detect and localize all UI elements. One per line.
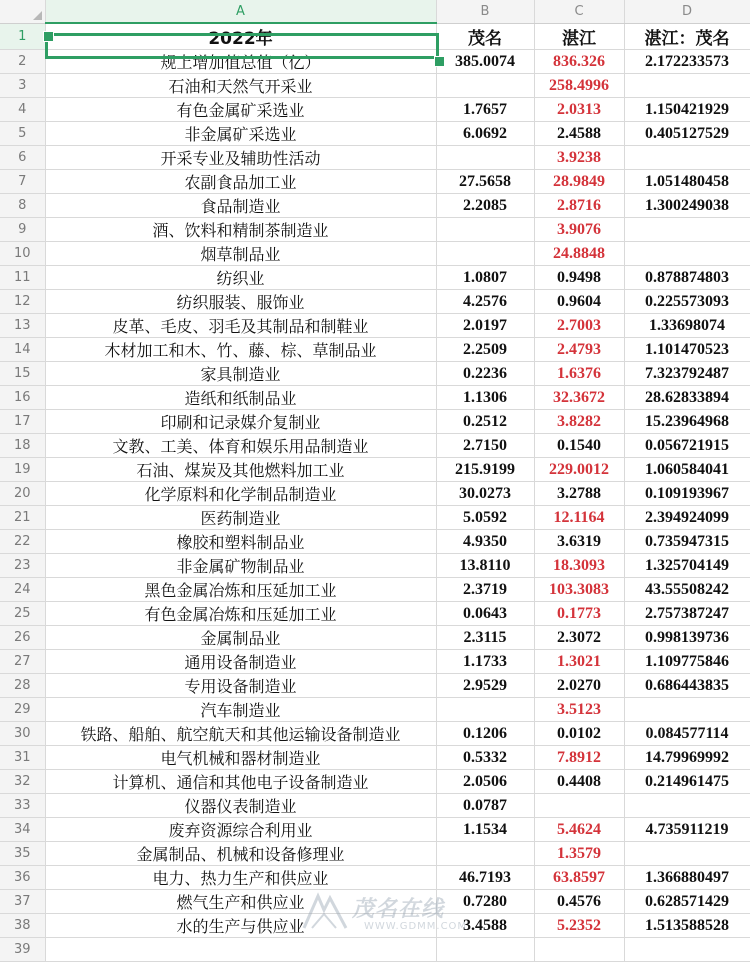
cell-c[interactable]: 0.4576 — [534, 890, 624, 914]
cell-b[interactable]: 13.8110 — [436, 554, 534, 578]
column-header-c[interactable]: C — [534, 0, 624, 23]
cell-b[interactable]: 0.2512 — [436, 410, 534, 434]
cell-a[interactable]: 燃气生产和供应业 — [45, 890, 436, 914]
cell-b[interactable]: 3.4588 — [436, 914, 534, 938]
watermark-logo-icon — [300, 888, 350, 934]
cell-a[interactable]: 计算机、通信和其他电子设备制造业 — [45, 770, 436, 794]
cell-a[interactable]: 通用设备制造业 — [45, 650, 436, 674]
cell-b[interactable] — [436, 146, 534, 170]
column-header-a[interactable]: A — [45, 0, 436, 23]
row-number[interactable]: 34 — [0, 818, 45, 842]
table-row — [0, 794, 750, 818]
table-row — [0, 50, 750, 74]
cell-a[interactable]: 化学原料和化学制品制造业 — [45, 482, 436, 506]
cell-a[interactable]: 开采专业及辅助性活动 — [45, 146, 436, 170]
cell-a[interactable]: 橡胶和塑料制品业 — [45, 530, 436, 554]
cell-c[interactable]: 5.2352 — [534, 914, 624, 938]
cell-c[interactable]: 32.3672 — [534, 386, 624, 410]
cell-b[interactable]: 2.7150 — [436, 434, 534, 458]
row-number[interactable]: 17 — [0, 410, 45, 434]
row-number[interactable]: 30 — [0, 722, 45, 746]
row-number[interactable]: 20 — [0, 482, 45, 506]
row-number[interactable]: 32 — [0, 770, 45, 794]
cell-d[interactable]: 1.150421929 — [624, 98, 750, 122]
cell-a[interactable]: 石油和天然气开采业 — [45, 74, 436, 98]
cell-c[interactable]: 0.1773 — [534, 602, 624, 626]
cell-d[interactable]: 14.79969992 — [624, 746, 750, 770]
table-row — [0, 242, 750, 266]
row-number[interactable]: 24 — [0, 578, 45, 602]
cell-c[interactable]: 2.8716 — [534, 194, 624, 218]
table-row — [0, 554, 750, 578]
cell-b[interactable]: 215.9199 — [436, 458, 534, 482]
cell-a[interactable]: 规上增加值总值（亿） — [45, 50, 436, 74]
cell-c[interactable]: 3.9076 — [534, 218, 624, 242]
cell-d[interactable]: 0.084577114 — [624, 722, 750, 746]
cell-a[interactable]: 皮革、毛皮、羽毛及其制品和制鞋业 — [45, 314, 436, 338]
row-number[interactable]: 2 — [0, 50, 45, 74]
cell-d[interactable]: 0.628571429 — [624, 890, 750, 914]
cell-b[interactable] — [436, 74, 534, 98]
row-number[interactable]: 6 — [0, 146, 45, 170]
cell-c[interactable]: 1.3579 — [534, 842, 624, 866]
table-row — [0, 482, 750, 506]
cell-d[interactable]: 1.300249038 — [624, 194, 750, 218]
row-number[interactable]: 11 — [0, 266, 45, 290]
table-row — [0, 23, 750, 50]
cell-b[interactable]: 6.0692 — [436, 122, 534, 146]
cell-a[interactable]: 烟草制品业 — [45, 242, 436, 266]
cell-a[interactable]: 纺织业 — [45, 266, 436, 290]
cell-a[interactable]: 木材加工和木、竹、藤、棕、草制品业 — [45, 338, 436, 362]
cell-c[interactable]: 0.9498 — [534, 266, 624, 290]
cell-b[interactable]: 2.0197 — [436, 314, 534, 338]
cell-c[interactable]: 1.6376 — [534, 362, 624, 386]
cell-b[interactable]: 4.9350 — [436, 530, 534, 554]
cell-d[interactable]: 湛江：茂名 — [624, 23, 750, 50]
row-number[interactable]: 14 — [0, 338, 45, 362]
table-row — [0, 602, 750, 626]
watermark — [300, 888, 490, 940]
cell-d[interactable]: 1.060584041 — [624, 458, 750, 482]
cell-d[interactable] — [624, 146, 750, 170]
row-number[interactable]: 27 — [0, 650, 45, 674]
cell-c[interactable]: 24.8848 — [534, 242, 624, 266]
row-number[interactable]: 4 — [0, 98, 45, 122]
cell-d[interactable]: 0.735947315 — [624, 530, 750, 554]
cell-c[interactable]: 0.9604 — [534, 290, 624, 314]
cell-d[interactable]: 0.225573093 — [624, 290, 750, 314]
cell-c[interactable]: 18.3093 — [534, 554, 624, 578]
cell-a[interactable]: 金属制品业 — [45, 626, 436, 650]
cell-a[interactable]: 非金属矿物制品业 — [45, 554, 436, 578]
cell-a[interactable]: 黑色金属冶炼和压延加工业 — [45, 578, 436, 602]
cell-a[interactable]: 金属制品、机械和设备修理业 — [45, 842, 436, 866]
table-row — [0, 434, 750, 458]
cell-a[interactable]: 食品制造业 — [45, 194, 436, 218]
cell-b[interactable]: 0.5332 — [436, 746, 534, 770]
table-row — [0, 578, 750, 602]
table-row — [0, 938, 750, 962]
row-number[interactable]: 19 — [0, 458, 45, 482]
watermark-url: WWW.GDMM.COM — [364, 921, 468, 932]
cell-c[interactable]: 0.4408 — [534, 770, 624, 794]
cell-b[interactable]: 27.5658 — [436, 170, 534, 194]
cell-c[interactable]: 63.8597 — [534, 866, 624, 890]
cell-d[interactable]: 0.214961475 — [624, 770, 750, 794]
cell-a[interactable]: 纺织服装、服饰业 — [45, 290, 436, 314]
row-number[interactable]: 37 — [0, 890, 45, 914]
cell-c[interactable]: 2.4588 — [534, 122, 624, 146]
table-row — [0, 98, 750, 122]
table-row — [0, 74, 750, 98]
cell-b[interactable]: 30.0273 — [436, 482, 534, 506]
selection-corner-handle[interactable] — [43, 31, 54, 42]
cell-b[interactable]: 4.2576 — [436, 290, 534, 314]
cell-c[interactable]: 3.6319 — [534, 530, 624, 554]
table-row — [0, 362, 750, 386]
cell-b[interactable]: 0.2236 — [436, 362, 534, 386]
row-number[interactable]: 3 — [0, 74, 45, 98]
table-row — [0, 458, 750, 482]
row-number[interactable]: 23 — [0, 554, 45, 578]
row-number[interactable]: 38 — [0, 914, 45, 938]
table-row — [0, 266, 750, 290]
cell-c[interactable] — [534, 938, 624, 962]
watermark-text: 茂名在线 — [352, 897, 445, 922]
cell-d[interactable] — [624, 938, 750, 962]
cell-d[interactable]: 1.366880497 — [624, 866, 750, 890]
cell-b[interactable]: 1.1306 — [436, 386, 534, 410]
cell-d[interactable]: 0.109193967 — [624, 482, 750, 506]
table-row — [0, 218, 750, 242]
table-row — [0, 746, 750, 770]
cell-d[interactable]: 7.323792487 — [624, 362, 750, 386]
cell-b[interactable]: 茂名 — [436, 23, 534, 50]
cell-a[interactable]: 酒、饮料和精制茶制造业 — [45, 218, 436, 242]
cell-c[interactable] — [534, 794, 624, 818]
cell-c[interactable]: 28.9849 — [534, 170, 624, 194]
cell-c[interactable]: 1.3021 — [534, 650, 624, 674]
cell-a[interactable]: 家具制造业 — [45, 362, 436, 386]
cell-d[interactable] — [624, 794, 750, 818]
cell-b[interactable] — [436, 938, 534, 962]
cell-c[interactable]: 2.3072 — [534, 626, 624, 650]
cell-d[interactable]: 15.23964968 — [624, 410, 750, 434]
cell-d[interactable]: 1.33698074 — [624, 314, 750, 338]
cell-c[interactable]: 2.0313 — [534, 98, 624, 122]
cell-d[interactable]: 2.757387247 — [624, 602, 750, 626]
cell-c[interactable]: 3.9238 — [534, 146, 624, 170]
table-row — [0, 410, 750, 434]
cell-c[interactable]: 12.1164 — [534, 506, 624, 530]
row-number[interactable]: 25 — [0, 602, 45, 626]
table-row — [0, 194, 750, 218]
cell-b[interactable]: 5.0592 — [436, 506, 534, 530]
cell-b[interactable]: 2.0506 — [436, 770, 534, 794]
cell-d[interactable]: 1.513588528 — [624, 914, 750, 938]
row-number[interactable]: 22 — [0, 530, 45, 554]
row-number[interactable]: 36 — [0, 866, 45, 890]
row-number[interactable]: 5 — [0, 122, 45, 146]
cell-a[interactable]: 铁路、船舶、航空航天和其他运输设备制造业 — [45, 722, 436, 746]
cell-d[interactable] — [624, 242, 750, 266]
table-row — [0, 146, 750, 170]
cell-a[interactable]: 有色金属矿采选业 — [45, 98, 436, 122]
cell-d[interactable]: 0.056721915 — [624, 434, 750, 458]
select-all-triangle-icon — [33, 11, 42, 20]
table-row — [0, 698, 750, 722]
cell-d[interactable]: 0.878874803 — [624, 266, 750, 290]
cell-b[interactable] — [436, 218, 534, 242]
table-row — [0, 674, 750, 698]
cell-a[interactable]: 水的生产与供应业 — [45, 914, 436, 938]
cell-a[interactable]: 非金属矿采选业 — [45, 122, 436, 146]
cell-d[interactable]: 4.735911219 — [624, 818, 750, 842]
table-row — [0, 170, 750, 194]
cell-c[interactable]: 103.3083 — [534, 578, 624, 602]
table-row — [0, 338, 750, 362]
cell-d[interactable]: 0.686443835 — [624, 674, 750, 698]
column-header-b[interactable]: B — [436, 0, 534, 23]
cell-b[interactable]: 0.7280 — [436, 890, 534, 914]
row-number[interactable]: 13 — [0, 314, 45, 338]
row-number[interactable]: 10 — [0, 242, 45, 266]
row-number[interactable]: 7 — [0, 170, 45, 194]
cell-a[interactable]: 废弃资源综合利用业 — [45, 818, 436, 842]
cell-d[interactable] — [624, 218, 750, 242]
cell-d[interactable]: 0.405127529 — [624, 122, 750, 146]
cell-b[interactable] — [436, 842, 534, 866]
row-number[interactable]: 26 — [0, 626, 45, 650]
row-number[interactable]: 18 — [0, 434, 45, 458]
cell-c[interactable]: 229.0012 — [534, 458, 624, 482]
cell-c[interactable]: 3.2788 — [534, 482, 624, 506]
column-header-d[interactable]: D — [624, 0, 750, 23]
row-number[interactable]: 21 — [0, 506, 45, 530]
cell-c[interactable]: 2.7003 — [534, 314, 624, 338]
cell-a[interactable]: 仪器仪表制造业 — [45, 794, 436, 818]
cell-a[interactable]: 专用设备制造业 — [45, 674, 436, 698]
table-row — [0, 314, 750, 338]
cell-b[interactable]: 0.1206 — [436, 722, 534, 746]
cell-d[interactable]: 1.101470523 — [624, 338, 750, 362]
cell-b[interactable]: 2.2509 — [436, 338, 534, 362]
fill-handle[interactable] — [434, 56, 445, 67]
cell-d[interactable]: 28.62833894 — [624, 386, 750, 410]
cell-c[interactable]: 258.4996 — [534, 74, 624, 98]
cell-d[interactable] — [624, 74, 750, 98]
row-number[interactable]: 39 — [0, 938, 45, 962]
row-number[interactable]: 29 — [0, 698, 45, 722]
cell-a[interactable] — [45, 938, 436, 962]
cell-a[interactable]: 造纸和纸制品业 — [45, 386, 436, 410]
cell-b[interactable] — [436, 698, 534, 722]
cell-c[interactable]: 0.1540 — [534, 434, 624, 458]
table-row — [0, 530, 750, 554]
cell-b[interactable]: 2.3115 — [436, 626, 534, 650]
cell-a[interactable]: 有色金属冶炼和压延加工业 — [45, 602, 436, 626]
cell-d[interactable]: 0.998139736 — [624, 626, 750, 650]
table-row — [0, 866, 750, 890]
cell-b[interactable]: 2.3719 — [436, 578, 534, 602]
row-number[interactable]: 31 — [0, 746, 45, 770]
cell-b[interactable]: 1.1534 — [436, 818, 534, 842]
cell-d[interactable]: 1.325704149 — [624, 554, 750, 578]
cell-b[interactable]: 385.0074 — [436, 50, 534, 74]
cell-c[interactable]: 湛江 — [534, 23, 624, 50]
row-number[interactable]: 35 — [0, 842, 45, 866]
cell-b[interactable]: 2.2085 — [436, 194, 534, 218]
cell-d[interactable]: 2.394924099 — [624, 506, 750, 530]
cell-a[interactable]: 印刷和记录媒介复制业 — [45, 410, 436, 434]
cell-a[interactable]: 电力、热力生产和供应业 — [45, 866, 436, 890]
row-number[interactable]: 12 — [0, 290, 45, 314]
cell-d[interactable]: 2.172233573 — [624, 50, 750, 74]
cell-a[interactable]: 石油、煤炭及其他燃料加工业 — [45, 458, 436, 482]
cell-c[interactable]: 2.4793 — [534, 338, 624, 362]
cell-b[interactable]: 2.9529 — [436, 674, 534, 698]
cell-c[interactable]: 2.0270 — [534, 674, 624, 698]
cell-b[interactable]: 0.0643 — [436, 602, 534, 626]
table-row — [0, 842, 750, 866]
table-row — [0, 818, 750, 842]
row-number[interactable]: 16 — [0, 386, 45, 410]
row-number[interactable]: 1 — [0, 23, 45, 50]
table-row — [0, 626, 750, 650]
cell-b[interactable]: 1.1733 — [436, 650, 534, 674]
table-row — [0, 722, 750, 746]
cell-a[interactable]: 2022年 — [45, 23, 436, 50]
cell-a[interactable]: 汽车制造业 — [45, 698, 436, 722]
cell-d[interactable] — [624, 842, 750, 866]
row-number[interactable]: 15 — [0, 362, 45, 386]
cell-b[interactable]: 1.7657 — [436, 98, 534, 122]
cell-a[interactable]: 电气机械和器材制造业 — [45, 746, 436, 770]
cell-d[interactable]: 1.051480458 — [624, 170, 750, 194]
cell-c[interactable]: 0.0102 — [534, 722, 624, 746]
column-header-row — [0, 0, 750, 23]
cell-c[interactable]: 7.8912 — [534, 746, 624, 770]
table-row — [0, 386, 750, 410]
cell-d[interactable]: 43.55508242 — [624, 578, 750, 602]
row-number[interactable]: 33 — [0, 794, 45, 818]
table-row — [0, 290, 750, 314]
table-row — [0, 650, 750, 674]
cell-c[interactable]: 836.326 — [534, 50, 624, 74]
table-row — [0, 122, 750, 146]
row-number[interactable]: 8 — [0, 194, 45, 218]
cell-d[interactable] — [624, 698, 750, 722]
row-number[interactable]: 28 — [0, 674, 45, 698]
cell-b[interactable] — [436, 242, 534, 266]
cell-b[interactable]: 1.0807 — [436, 266, 534, 290]
cell-b[interactable]: 46.7193 — [436, 866, 534, 890]
table-row — [0, 770, 750, 794]
select-all-corner[interactable] — [0, 0, 45, 23]
row-number[interactable]: 9 — [0, 218, 45, 242]
cell-a[interactable]: 医药制造业 — [45, 506, 436, 530]
cell-c[interactable]: 3.5123 — [534, 698, 624, 722]
cell-a[interactable]: 农副食品加工业 — [45, 170, 436, 194]
cell-d[interactable]: 1.109775846 — [624, 650, 750, 674]
cell-c[interactable]: 5.4624 — [534, 818, 624, 842]
cell-c[interactable]: 3.8282 — [534, 410, 624, 434]
cell-a[interactable]: 文教、工美、体育和娱乐用品制造业 — [45, 434, 436, 458]
cell-b[interactable]: 0.0787 — [436, 794, 534, 818]
table-row — [0, 506, 750, 530]
